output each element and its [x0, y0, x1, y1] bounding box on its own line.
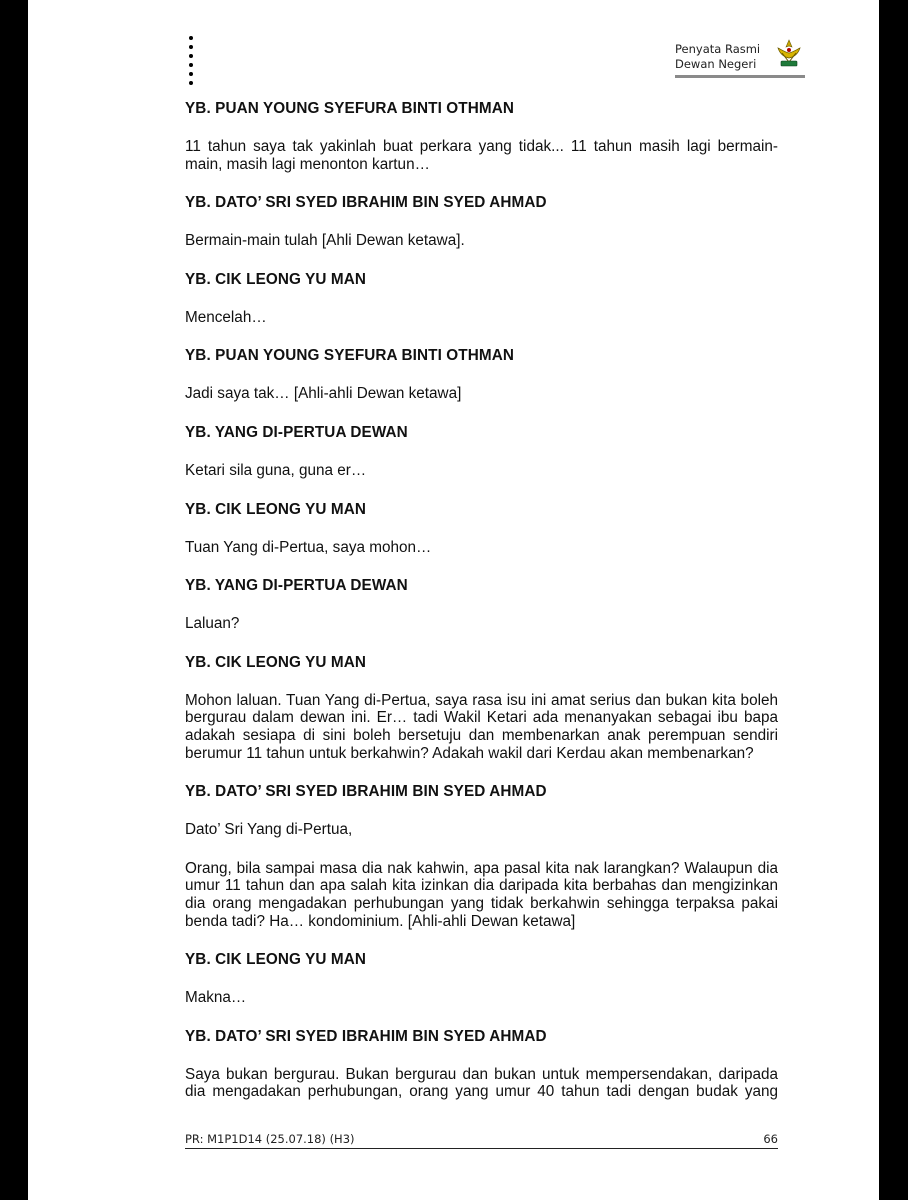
footer-document-code: PR: M1P1D14 (25.07.18) (H3) [185, 1132, 355, 1146]
speech-paragraph: Makna… [185, 989, 247, 1007]
speech-paragraph: Orang, bila sampai masa dia nak kahwin, apa pasal kita nak larangkan? Walaupun dia umur 11 tahun dan apa salah kita izinkan dia daripada kita berbahas dan mengizinkan dia orang mengadakan perhubungan yang tidak berkahwin sehingga terpaksa pakai benda tadi? Ha… kondominium. [Ahli-ahli Dewan ketawa] [185, 859, 778, 930]
speaker-name: YB. YANG DI-PERTUA DEWAN [185, 577, 408, 595]
speaker-name: YB. CIK LEONG YU MAN [185, 951, 367, 969]
speech-paragraph: Saya bukan bergurau. Bukan bergurau dan bukan untuk mempersendakan, daripada dia mengadakan perhubungan, orang yang umur 40 tahun tadi dengan budak yang [185, 1065, 778, 1101]
speaker-name: YB. DATO’ SRI SYED IBRAHIM BIN SYED AHMAD [185, 1027, 547, 1045]
header-line-2: Dewan Negeri [675, 57, 757, 71]
page-header [675, 42, 805, 82]
speech-paragraph: Bermain-main tulah [Ahli Dewan ketawa]. [185, 232, 465, 250]
speaker-name: YB. DATO’ SRI SYED IBRAHIM BIN SYED AHMAD [185, 783, 547, 801]
speaker-name: YB. PUAN YOUNG SYEFURA BINTI OTHMAN [185, 347, 514, 365]
page-footer [185, 1132, 778, 1152]
footer-divider [185, 1148, 778, 1149]
header-divider [675, 75, 805, 78]
speaker-name: YB. DATO’ SRI SYED IBRAHIM BIN SYED AHMAD [185, 194, 547, 212]
speech-paragraph: 11 tahun saya tak yakinlah buat perkara yang tidak... 11 tahun masih lagi bermain-main, masih lagi menonton kartun… [185, 138, 778, 173]
speaker-name: YB. CIK LEONG YU MAN [185, 500, 367, 518]
viewer-side-margin [879, 0, 908, 1200]
speaker-name: YB. CIK LEONG YU MAN [185, 653, 367, 671]
speech-paragraph: Jadi saya tak… [Ahli-ahli Dewan ketawa] [185, 385, 462, 403]
speech-paragraph: Laluan? [185, 615, 240, 633]
crest-logo-icon [774, 38, 804, 70]
speech-paragraph: Dato’ Sri Yang di-Pertua, [185, 821, 353, 839]
header-title [675, 42, 760, 72]
speaker-name: YB. PUAN YOUNG SYEFURA BINTI OTHMAN [185, 100, 514, 117]
speaker-name: YB. YANG DI-PERTUA DEWAN [185, 423, 408, 441]
speech-paragraph: Mohon laluan. Tuan Yang di-Pertua, saya rasa isu ini amat serius dan bukan kita boleh bergurau dalam dewan ini. Er… tadi Wakil Ketari ada menanyakan sebagai ibu bapa adakah sesiapa di sini boleh bersetuju dan membenarkan anak perempuan sendiri berumur 11 tahun untuk berkahwin? Adakah wakil dari Kerdau akan membenarkan? [185, 691, 778, 762]
speech-paragraph: Tuan Yang di-Pertua, saya mohon… [185, 538, 432, 556]
document-page [28, 0, 879, 1200]
header-line-1: Penyata Rasmi [675, 42, 761, 56]
speech-paragraph: Ketari sila guna, guna er… [185, 461, 367, 479]
page-dots-decoration [189, 36, 195, 88]
speaker-name: YB. CIK LEONG YU MAN [185, 270, 367, 288]
footer-page-number: 66 [763, 1132, 778, 1146]
speech-paragraph: Mencelah… [185, 308, 267, 326]
transcript-content [185, 100, 778, 1122]
